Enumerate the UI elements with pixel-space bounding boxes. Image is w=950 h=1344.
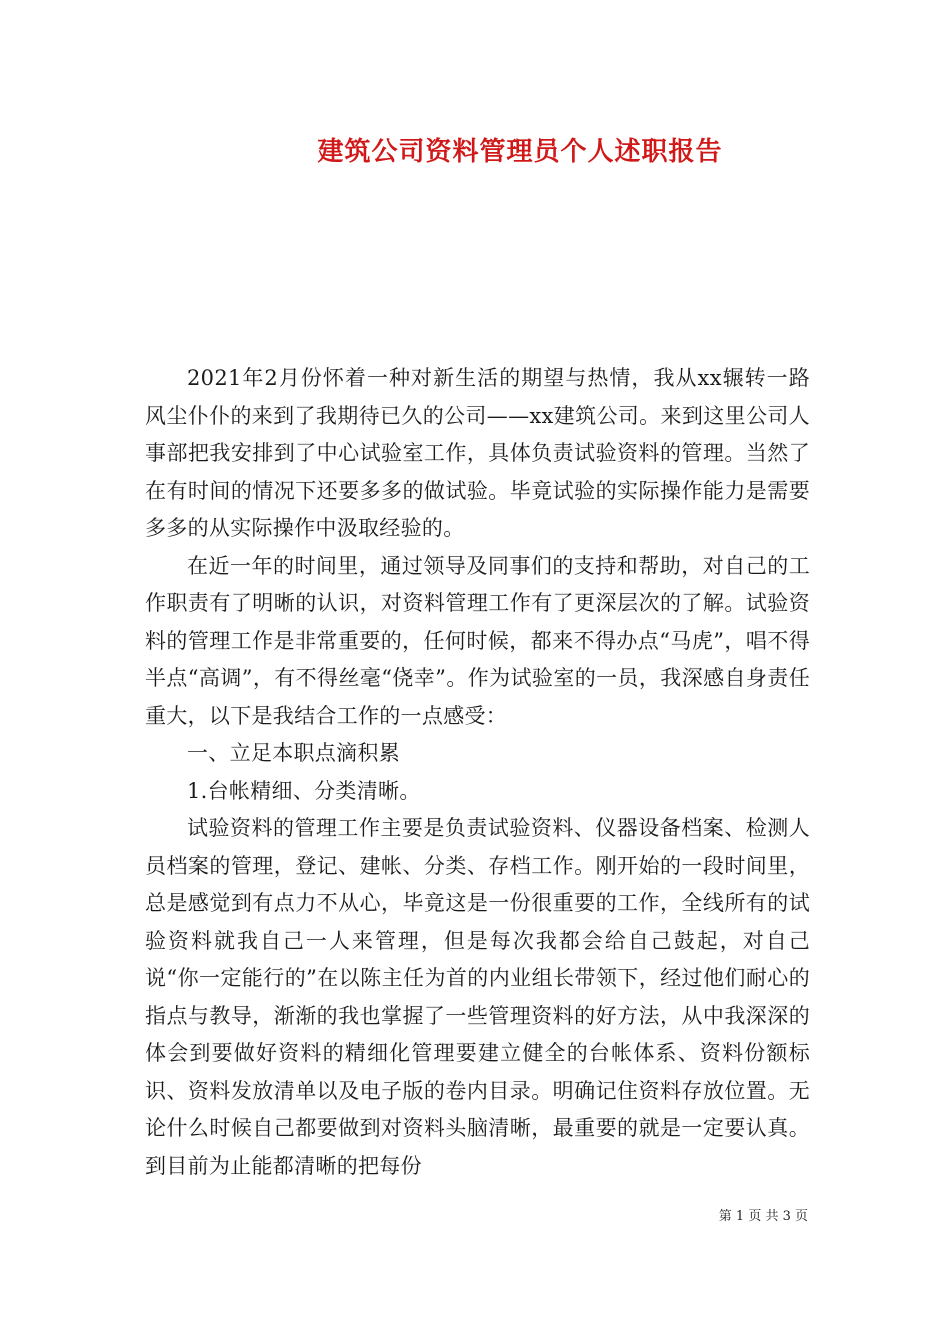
section-heading: 一、立足本职点滴积累 [187,741,400,765]
paragraph-intro: 2021年2月份怀着一种对新生活的期望与热情，我从xx辗转一路风尘仆仆的来到了我期待已久的公司——xx建筑公司。来到这里公司人事部把我安排到了中心试验室工作，具体负责试验资料的管理。当然了在有时间的情况下还要多多的做试验。毕竟试验的实际操作能力是需要多多的从实际操作中汲取经验的。 [145,366,810,540]
page-footer: 第 1 页 共 3 页 [718,1209,808,1224]
paragraph-details: 试验资料的管理工作主要是负责试验资料、仪器设备档案、检测人员档案的管理，登记、建帐、分类、存档工作。刚开始的一段时间里，总是感觉到有点力不从心，毕竟这是一份很重要的工作，全线所有的试验资料就我自己一人来管理，但是每次我都会给自己鼓起，对自己说“你一定能行的”在以陈主任为首的内业组长带领下，经过他们耐心的指点与教导，渐渐的我也掌握了一些管理资料的好方法，从中我深深的体会到要做好资料的精细化管理要建立健全的台帐体系、资料份额标识、资料发放清单以及电子版的卷内目录。明确记住资料存放位置。无论什么时候自己都要做到对资料头脑清晰，最重要的就是一定要认真。到目前为止能都清晰的把每份 [145,816,810,1178]
document-body [145,360,810,1185]
document-title: 建筑公司资料管理员个人述职报告 [317,137,723,167]
subsection-heading: 1.台帐精细、分类清晰。 [187,778,421,803]
paragraph-reflection: 在近一年的时间里，通过领导及同事们的支持和帮助，对自己的工作职责有了明晰的认识，对资料管理工作有了更深层次的了解。试验资料的管理工作是非常重要的，任何时候，都来不得办点“马虎”，唱不得半点“高调”，有不得丝毫“侥幸”。作为试验室的一员，我深感自身责任重大，以下是我结合工作的一点感受： [145,553,810,728]
